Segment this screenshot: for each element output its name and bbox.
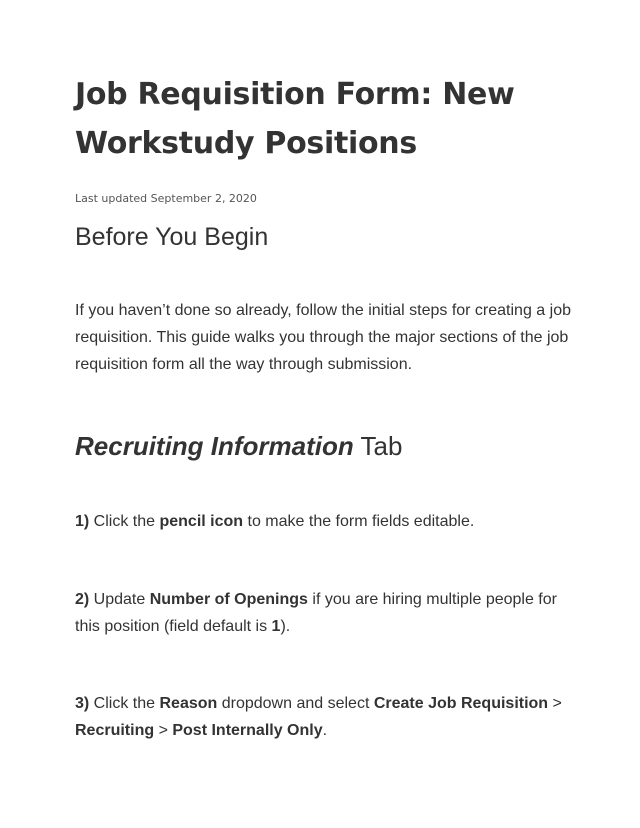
step-number: 3) [75, 695, 90, 712]
step-number: 2) [75, 591, 90, 608]
step-keyword: Recruiting [75, 722, 155, 739]
step-text: to make the form fields editable. [243, 513, 475, 530]
last-updated: Last updated September 2, 2020 [75, 192, 257, 205]
intro-paragraph: If you haven’t done so already, follow the initial steps for creating a job requisition. This guide walks you through the major sections of the job requisition form all the way through submission. [75, 302, 571, 373]
step-keyword: pencil icon [159, 513, 244, 530]
step-text: Click the [89, 695, 160, 712]
step-keyword: Number of Openings [149, 591, 308, 608]
step-keyword: 1 [271, 618, 281, 635]
step-text: dropdown and select [217, 695, 374, 712]
step-3 [75, 690, 575, 744]
step-keyword: Reason [159, 695, 218, 712]
step-keyword: Post Internally Only [172, 722, 323, 739]
step-text: ). [280, 618, 291, 635]
section-heading-before-you-begin: Before You Begin [75, 223, 269, 251]
page-title: Job Requisition Form: New Workstudy Positions [75, 77, 515, 161]
step-keyword: Create Job Requisition [373, 695, 549, 712]
step-text: Update [89, 591, 150, 608]
heading-suffix: Tab [353, 431, 403, 461]
step-text: . [322, 722, 328, 739]
step-2 [75, 586, 575, 640]
step-text: > [548, 695, 562, 712]
step-text: if you are hiring multiple people for this position (field default is [75, 591, 557, 635]
heading-emphasis: Recruiting Information [75, 431, 354, 461]
step-text: Click the [89, 513, 160, 530]
step-text: > [154, 722, 173, 739]
step-1 [75, 508, 575, 535]
step-number: 1) [75, 513, 90, 530]
section-heading-recruiting-information [75, 428, 402, 464]
